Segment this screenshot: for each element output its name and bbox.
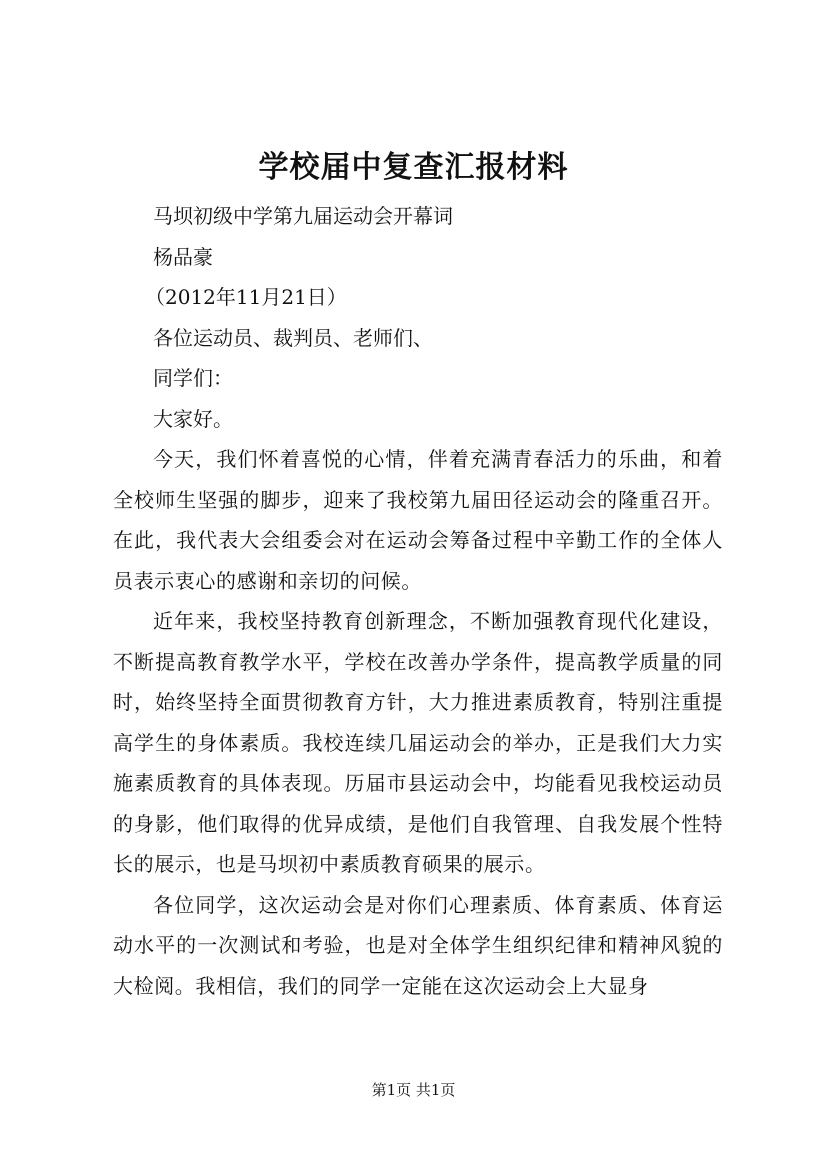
page-footer: 第1页 共1页	[371, 1081, 456, 1099]
greeting: 大家好。	[153, 406, 233, 431]
paragraph-2: 近年来，我校坚持教育创新理念，不断加强教育现代化建设，不断提高教育教学水平，学校在改善办学条件，提高教学质量的同时，始终坚持全面贯彻教育方针，大力推进素质教育，特别注重提高学生的身体素质。我校连续几届运动会的举办，正是我们大力实施素质教育的具体表现。历届市县运动会中，均能看见我校运动员的身影，他们取得的优异成绩，是他们自我管理、自我发展个性特长的展示，也是马坝初中素质教育硕果的展示。	[113, 609, 723, 876]
speech-date: （2012年11月21日）	[145, 285, 347, 309]
document-title: 学校届中复查汇报材料	[258, 150, 569, 185]
salutation-line-1: 各位运动员、裁判员、老师们、	[153, 325, 433, 350]
paragraph-1: 今天，我们怀着喜悦的心情，伴着充满青春活力的乐曲，和着全校师生坚强的脚步，迎来了我校第九届田径运动会的隆重召开。在此，我代表大会组委会对在运动会筹备过程中辛勤工作的全体人员表示衷心的感谢和亲切的问候。	[113, 447, 723, 593]
author-name: 杨品豪	[153, 244, 213, 269]
paragraph-3: 各位同学，这次运动会是对你们心理素质、体育素质、体育运动水平的一次测试和考验，也是对全体学生组织纪律和精神风貌的大检阅。我相信，我们的同学一定能在这次运动会上大显身	[113, 892, 723, 998]
speech-heading: 马坝初级中学第九届运动会开幕词	[153, 204, 453, 228]
document-body	[113, 196, 723, 1006]
salutation-line-2: 同学们：	[153, 366, 233, 390]
